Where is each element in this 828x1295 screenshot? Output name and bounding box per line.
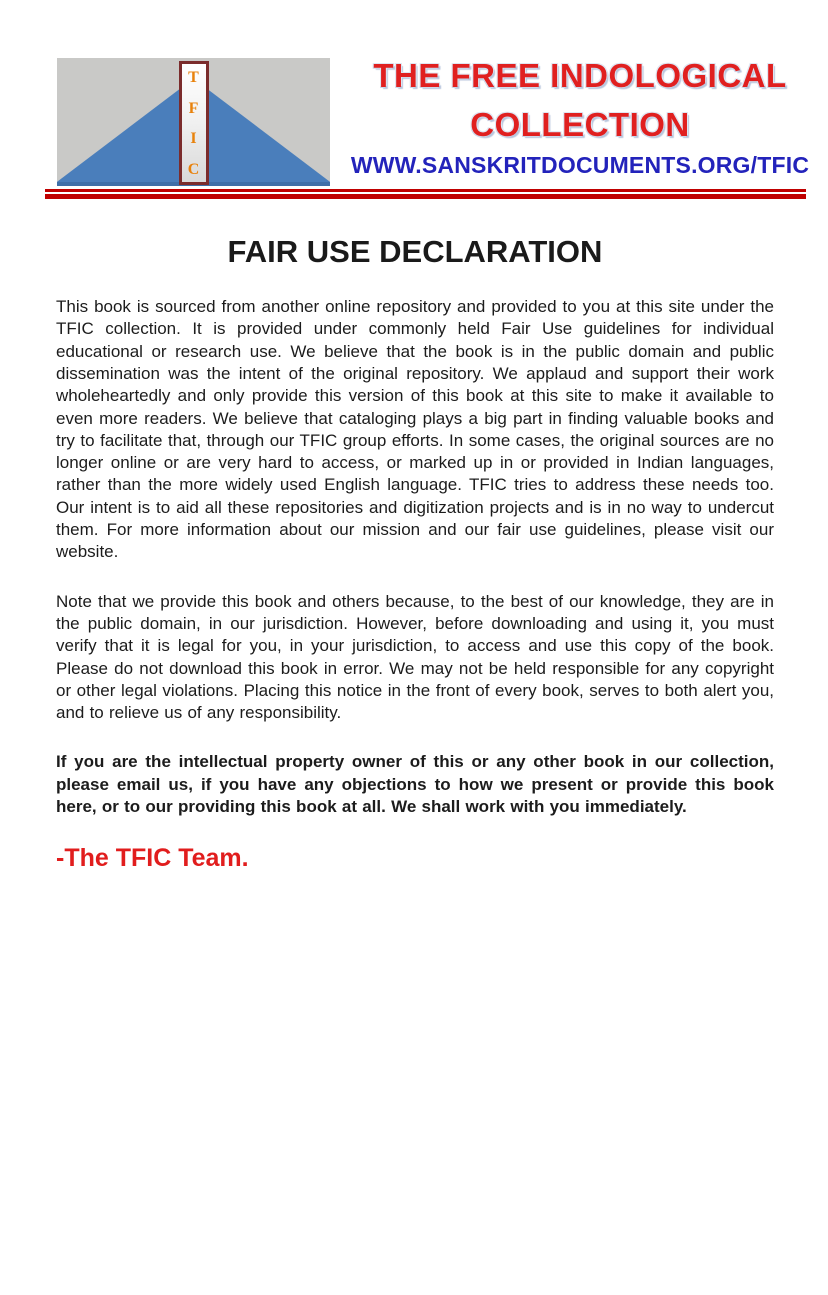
collection-title-line2: COLLECTION xyxy=(470,106,690,143)
page-title: FAIR USE DECLARATION xyxy=(227,234,603,269)
double-red-rule xyxy=(45,189,806,199)
site-url: WWW.SANSKRITDOCUMENTS.ORG/TFIC xyxy=(350,152,810,178)
logo-letter-f: F xyxy=(188,99,199,117)
header xyxy=(0,0,828,186)
tfic-logo xyxy=(57,58,330,186)
header-text-block xyxy=(344,58,816,177)
document-body xyxy=(0,235,828,873)
logo-letter-i: I xyxy=(190,130,197,148)
logo-letter-column xyxy=(179,61,209,185)
collection-title-line1: THE FREE INDOLOGICAL xyxy=(373,57,787,94)
logo-letter-c: C xyxy=(187,160,200,178)
fair-use-paragraph-2: Note that we provide this book and others because, to the best of our knowledge, they are in the public domain, in our jurisdiction. However, before downloading and using it, you must verify that it is legal for you, in your jurisdiction, to access and use this copy of the book. Please do not download this book in error. We may not be held responsible for any copyright or other legal violations. Placing this notice in the front of every book, serves to both alert you, and to relieve us of any responsibility. xyxy=(56,591,774,723)
fair-use-paragraph-1: This book is sourced from another online repository and provided to you at this site under the TFIC collection. It is provided under commonly held Fair Use guidelines for individual educational or research use. We believe that the book is in the public domain and public dissemination was the intent of the original repository. We applaud and support their work wholeheartedly and only provide this version of this book at this site to make it available to even more readers. We believe that cataloging plays a big part in finding valuable books and try to facilitate that, through our TFIC group efforts. In some cases, the original sources are no longer online or are very hard to access, or marked up in or provided in Indian languages, rather than the more widely used English language. TFIC tries to address these needs too. Our intent is to aid all these repositories and digitization projects and is in no way to undercut them. For more information about our mission and our fair use guidelines, please visit our website. xyxy=(56,297,774,562)
logo-letter-t: T xyxy=(188,69,199,86)
fair-use-paragraph-3: If you are the intellectual property owner of this or any other book in our collection, please email us, if you have any objections to how we present or provide this book here, or to our providing this book at all. We shall work with you immediately. xyxy=(56,752,774,817)
tfic-team-signature: -The TFIC Team. xyxy=(56,844,249,873)
